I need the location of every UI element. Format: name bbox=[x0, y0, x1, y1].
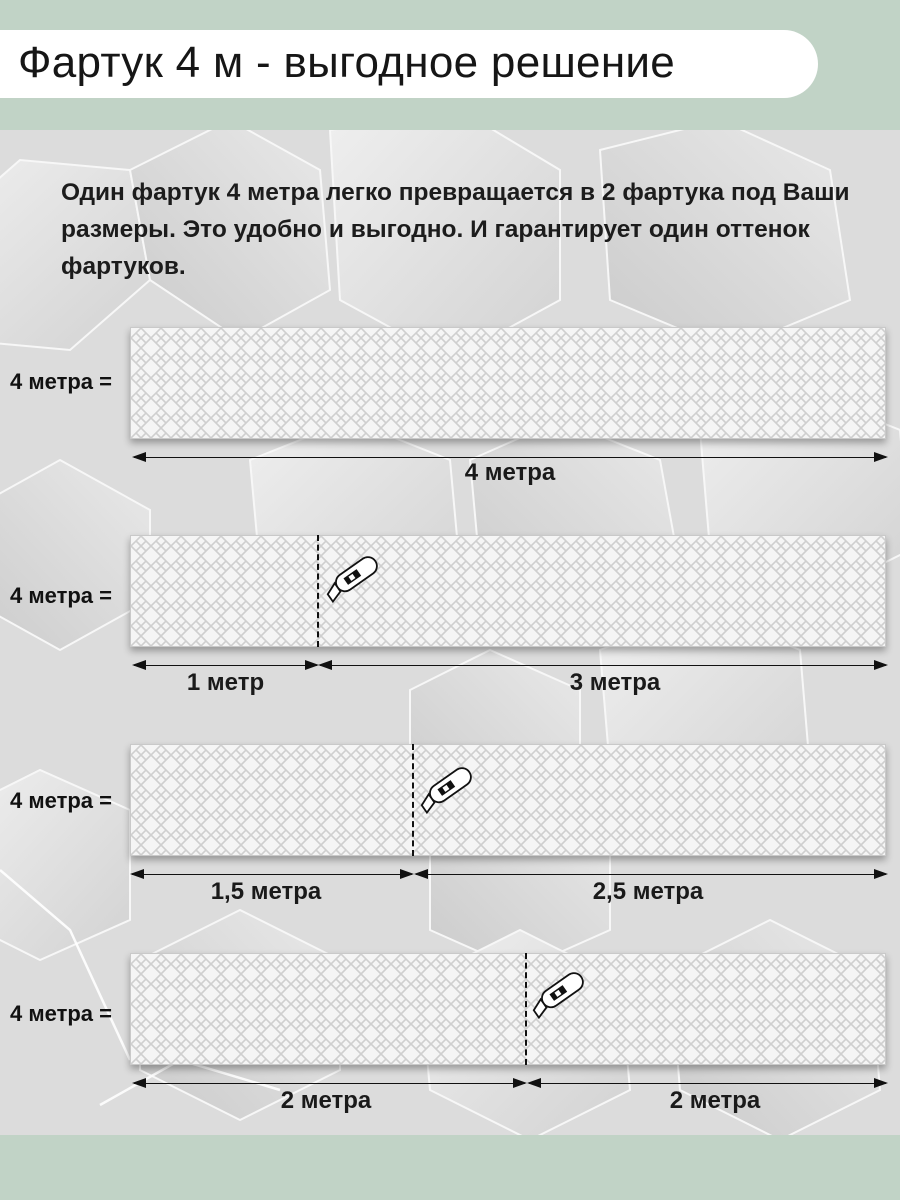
utility-knife-icon bbox=[528, 961, 598, 1021]
dimension-arrow bbox=[134, 665, 317, 666]
apron-row-cut-1-5 bbox=[0, 744, 900, 919]
apron-row-full bbox=[0, 327, 900, 502]
intro-text: Один фартук 4 метра легко превращается в 2 фартука под Ваши размеры. Это удобно и выгодно. И гарантирует один оттенок фартуков. bbox=[61, 179, 850, 280]
dimension-label: 4 метра bbox=[464, 459, 556, 486]
dimension-label: 3 метра bbox=[569, 669, 661, 696]
apron-row-cut-2 bbox=[0, 953, 900, 1128]
row-label: 4 метра = bbox=[10, 788, 112, 813]
apron-strip bbox=[130, 327, 886, 439]
apron-strip bbox=[130, 535, 886, 647]
cut-line bbox=[317, 535, 319, 647]
row-label: 4 метра = bbox=[10, 1001, 112, 1026]
page-title: Фартук 4 м - выгодное решение bbox=[18, 38, 676, 87]
dimension-arrow bbox=[134, 457, 886, 458]
utility-knife-icon bbox=[322, 545, 392, 605]
dimension-label: 2 метра bbox=[669, 1087, 761, 1114]
content-panel bbox=[0, 130, 900, 1135]
dimension-arrow bbox=[320, 665, 886, 666]
apron-strip bbox=[130, 953, 886, 1065]
cut-line bbox=[525, 953, 527, 1065]
title-bar bbox=[0, 30, 818, 98]
dimension-arrow bbox=[132, 874, 412, 875]
row-label: 4 метра = bbox=[10, 583, 112, 608]
row-label: 4 метра = bbox=[10, 369, 112, 394]
dimension-label: 2 метра bbox=[280, 1087, 372, 1114]
cut-line bbox=[412, 744, 414, 856]
dimension-label: 2,5 метра bbox=[592, 878, 704, 905]
dimension-arrow bbox=[529, 1083, 886, 1084]
apron-row-cut-1 bbox=[0, 535, 900, 710]
dimension-arrow bbox=[416, 874, 886, 875]
dimension-label: 1,5 метра bbox=[210, 878, 322, 905]
utility-knife-icon bbox=[416, 756, 486, 816]
apron-strip bbox=[130, 744, 886, 856]
dimension-label: 1 метр bbox=[186, 669, 265, 696]
dimension-arrow bbox=[134, 1083, 525, 1084]
